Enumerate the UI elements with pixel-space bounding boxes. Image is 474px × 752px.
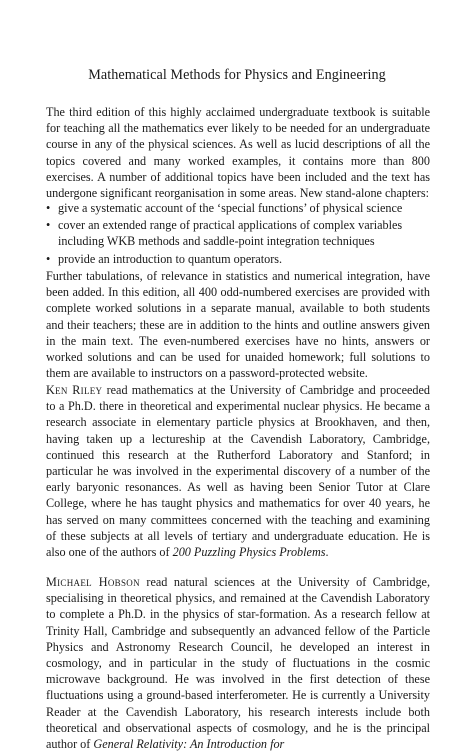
riley-bio [46,382,430,560]
hobson-bio-text: read natural sciences at the University of Cambridge, specialising in theoretical physics, and remained at the Cavendish Laboratory to complete a Ph.D. in the physics of star-formation. As a research fellow at Trinity Hall, Cambridge and subsequently an advanced fellow of the Particle Physics and Astronomy Research Council, he developed an interest in cosmology, and in particular in the study of fluctuations in the cosmic microwave background. He was involved in the first detection of these fluctuations using a ground-based interferometer. He is currently a University Reader at the Cavendish Laboratory, his research interests include both theoretical and observational aspects of cosmology, and he is the principal author of [46,575,430,752]
riley-bio-paragraph [46,382,430,560]
riley-bio-end: . [325,545,329,560]
tabulations-paragraph [46,268,430,381]
intro-text: The third edition of this highly acclaimed undergraduate textbook is suitable for teaching all the mathematics ever likely to be needed for an undergraduate course in any of the physical sciences. As well as lucid descriptions of all the topics covered and many worked examples, it contains more than 800 exercises. A number of additional topics have been included and the text has undergone significant reorganisation in some areas. New stand-alone chapters: [46,105,430,201]
bullet-item [46,251,436,267]
intro-paragraph [46,104,430,201]
bullet-item [46,217,436,249]
hobson-book-title: General Relativity: An Introduction for [93,737,285,752]
bullet-icon: • [46,218,51,233]
bullet-icon: • [46,251,51,266]
bullet-text: provide an introduction to quantum operators. [58,251,283,266]
hobson-bio [46,574,430,752]
bullet-text: cover an extended range of practical applications of complex variables including WKB methods and saddle-point integration techniques [58,218,403,249]
author-name-hobson: Michael Hobson [46,575,140,589]
chapter-bullet-list [46,200,436,268]
bullet-icon: • [46,201,51,215]
author-name-riley: Ken Riley [46,383,103,397]
bullet-item [46,200,436,216]
riley-bio-text: read mathematics at the University of Cambridge and proceeded to a Ph.D. there in theoretical and experimental nuclear physics. He became a research associate in elementary particle physics at Brookhaven, and then, having taken up a lectureship at the Cavendish Laboratory, Cambridge, continued this research at the Rutherford Laboratory and Stanford; in particular he was involved in the experimental discovery of a number of the early baryonic resonances. As well as having been Senior Tutor at Clare College, where he has taught physics and mathematics for over 40 years, he has served on many committees concerned with the teaching and examining of these subjects at all levels of tertiary and undergraduate education. He is also one of the authors of [46,383,430,560]
tabulations-text: Further tabulations, of relevance in statistics and numerical integration, have been added. In this edition, all 400 odd-numbered exercises are provided with complete worked solutions in a separate manual, available to both students and their teachers; these are in addition to the hints and outline answers given in the main text. The even-numbered exercises have no hints, answers or worked solutions and can be used for unaided homework; full solutions to them are available to instructors on a password-protected website. [46,269,430,381]
book-title: Mathematical Methods for Physics and Engineering [88,67,386,83]
hobson-bio-paragraph [46,574,430,752]
bullet-text: give a systematic account of the ‘special functions’ of physical science [58,201,403,215]
riley-book-title: 200 Puzzling Physics Problems [172,545,326,560]
